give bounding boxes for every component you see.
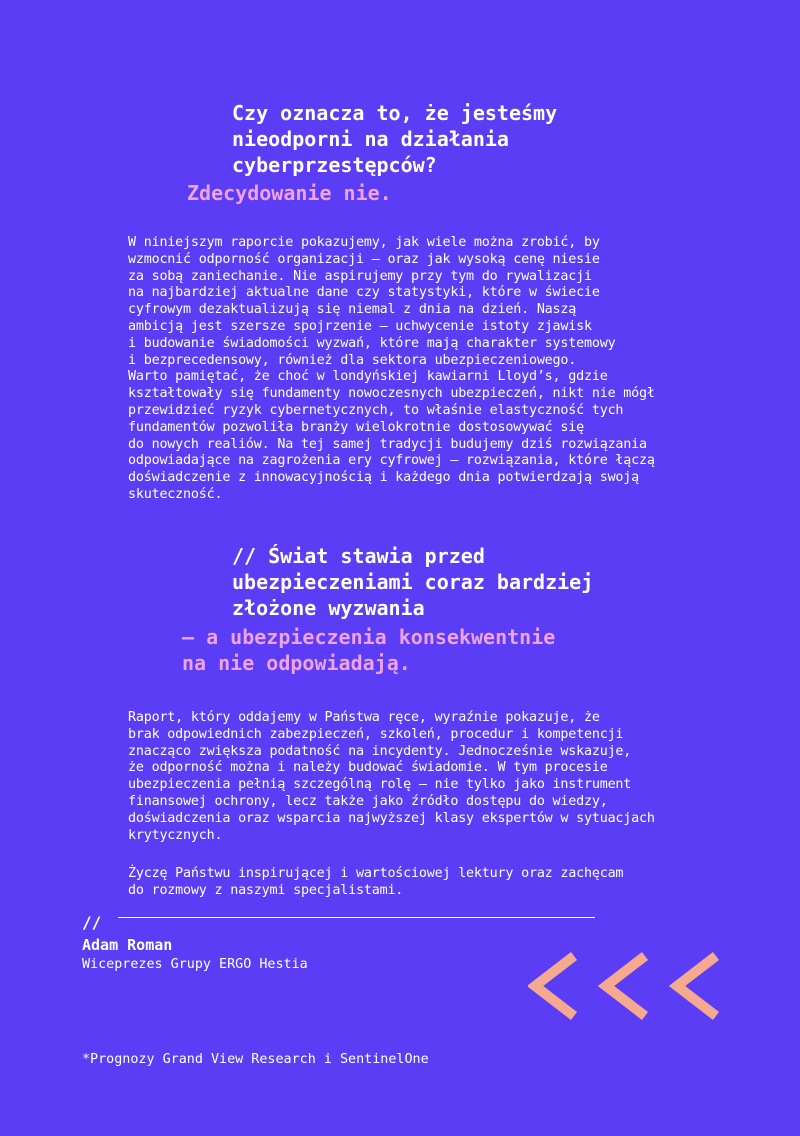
signature-title: Wiceprezes Grupy ERGO Hestia <box>82 957 308 972</box>
heading-question-line: Czy oznacza to, że jesteśmy <box>232 101 558 125</box>
pull-quote-accent-line: na nie odpowiadają. <box>182 651 411 675</box>
signature-slashes: // <box>82 913 102 932</box>
triple-chevron-left-icon <box>528 952 720 1020</box>
signature-name: Adam Roman <box>82 936 173 954</box>
pull-quote-accent-line: – a ubezpieczenia konsekwentnie <box>182 625 556 649</box>
pull-quote <box>232 543 593 621</box>
pull-quote-line: ubezpieczeniami coraz bardziej <box>232 570 594 594</box>
chevron-left-icon <box>606 956 645 1016</box>
signature-divider <box>118 917 595 918</box>
closing-paragraph: Życzę Państwu inspirującej i wartościowej lektury oraz zachęcam do rozmowy z naszymi specjalistami. <box>128 866 624 898</box>
footnote: *Prognozy Grand View Research i SentinelOne <box>82 1052 429 1067</box>
heading-question-line: cyberprzestępców? <box>232 153 437 177</box>
intro-paragraph: W niniejszym raporcie pokazujemy, jak wiele można zrobić, by wzmocnić odporność organizacji – oraz jak wysoką cenę niesie za sobą zaniechanie. Nie aspirujemy przy tym do rywalizacji na najbardziej aktualne dane czy statystyki, które w świecie cyfrowym dezaktualizują się niemal z dnia na dzień. Naszą ambicją jest szersze spojrzenie – uchwycenie istoty zjawisk i budowanie świadomości wyzwań, które mają charakter systemowy i bezprecedensowy, również dla sektora ubezpieczeniowego. Warto pamiętać, że choć w londyńskiej kawiarni Lloyd’s, gdzie kształtowały się fundamenty nowoczesnych ubezpieczeń, nikt nie mógł przewidzieć ryzyk cybernetycznych, to właśnie elastyczność tych fundamentów pozwoliła branży wielokrotnie dostosowywać się do nowych realiów. Na tej samej tradycji budujemy dziś rozwiązania odpowiadające na zagrożenia ery cyfrowej – rozwiązania, które łączą doświadczenie z innowacyjnością i każdego dnia potwierdzają swoją skuteczność. <box>128 235 655 502</box>
chevron-left-icon <box>535 956 574 1016</box>
chevron-left-icon <box>677 956 716 1016</box>
pull-quote-line: // Świat stawia przed <box>232 544 485 568</box>
heading-answer: Zdecydowanie nie. <box>187 181 392 205</box>
pull-quote-line: złożone wyzwania <box>232 596 425 620</box>
heading-question-line: nieodporni na działania <box>232 127 509 151</box>
heading-question <box>232 100 557 178</box>
pull-quote-accent <box>182 624 555 676</box>
body-paragraph: Raport, który oddajemy w Państwa ręce, wyraźnie pokazuje, że brak odpowiednich zabezpieczeń, szkoleń, procedur i kompetencji znacząco zwiększa podatność na incydenty. Jednocześnie wskazuje, że odporność można i należy budować świadomie. W tym procesie ubezpieczenia pełnią szczególną rolę – nie tylko jako instrument finansowej ochrony, lecz także jako źródło dostępu do wiedzy, doświadczenia oraz wsparcia najwyższej klasy ekspertów w sytuacjach krytycznych. <box>128 710 655 843</box>
